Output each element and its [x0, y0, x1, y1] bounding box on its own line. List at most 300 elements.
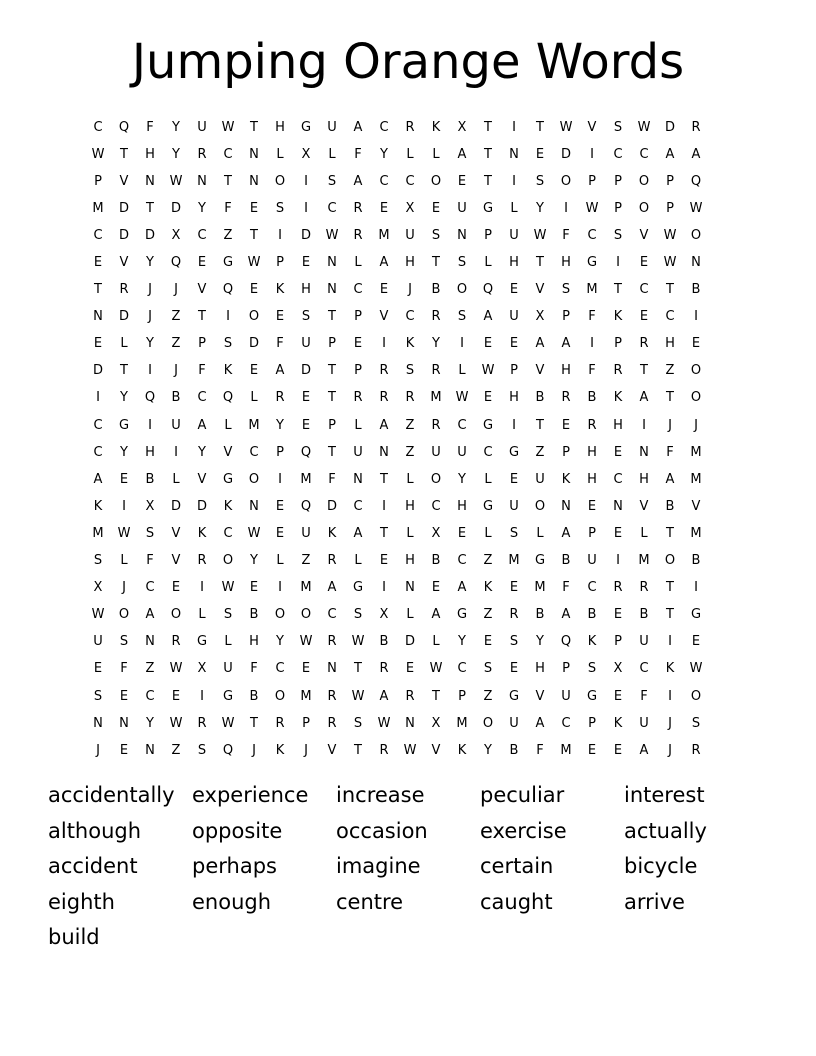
grid-letter: V — [171, 553, 181, 569]
grid-letter: E — [691, 336, 701, 352]
grid-letter: W — [299, 634, 313, 650]
grid-letter: T — [666, 607, 674, 623]
grid-letter: V — [119, 255, 129, 271]
grid-letter: O — [430, 471, 442, 487]
grid-letter: L — [354, 553, 362, 569]
grid-letter: I — [278, 580, 282, 596]
grid-letter: W — [247, 525, 261, 541]
grid-letter: L — [406, 525, 414, 541]
grid-letter: W — [403, 742, 417, 758]
grid-letter: L — [536, 525, 544, 541]
grid-letter: B — [639, 607, 649, 623]
grid-letter: S — [119, 634, 129, 650]
word-list-item: accidentally — [48, 783, 175, 807]
grid-letter: P — [276, 444, 284, 460]
grid-row — [85, 683, 735, 710]
grid-letter: E — [535, 146, 545, 162]
grid-letter: Y — [172, 119, 180, 135]
grid-letter: P — [354, 363, 362, 379]
grid-letter: H — [561, 255, 571, 271]
grid-letter: T — [484, 173, 492, 189]
grid-letter: F — [120, 661, 128, 677]
grid-letter: S — [613, 119, 623, 135]
grid-letter: T — [354, 661, 362, 677]
grid-letter: I — [226, 309, 230, 325]
grid-letter: B — [535, 390, 545, 406]
grid-letter: T — [94, 282, 102, 298]
grid-letter: U — [327, 119, 337, 135]
grid-letter: L — [120, 336, 128, 352]
grid-letter: Z — [223, 227, 233, 243]
grid-letter: I — [590, 146, 594, 162]
grid-letter: H — [509, 390, 519, 406]
grid-letter: Q — [560, 634, 572, 650]
grid-letter: O — [690, 390, 702, 406]
grid-letter: R — [353, 227, 363, 243]
grid-letter: E — [301, 417, 311, 433]
grid-letter: M — [586, 282, 598, 298]
grid-letter: Y — [120, 444, 128, 460]
grid-letter: Z — [535, 444, 545, 460]
grid-letter: U — [639, 715, 649, 731]
grid-letter: R — [327, 688, 337, 704]
grid-letter: T — [146, 200, 154, 216]
grid-letter: P — [614, 634, 622, 650]
grid-letter: W — [221, 119, 235, 135]
grid-letter: M — [300, 471, 312, 487]
grid-letter: Y — [276, 417, 284, 433]
grid-row — [85, 656, 735, 683]
grid-row — [85, 385, 735, 412]
grid-letter: I — [174, 444, 178, 460]
grid-letter: T — [224, 173, 232, 189]
grid-letter: T — [536, 119, 544, 135]
grid-letter: E — [613, 742, 623, 758]
grid-letter: R — [119, 282, 129, 298]
grid-letter: H — [509, 255, 519, 271]
grid-letter: N — [509, 146, 519, 162]
grid-letter: B — [431, 282, 441, 298]
grid-letter: F — [562, 227, 570, 243]
grid-letter: G — [300, 119, 312, 135]
grid-letter: G — [456, 607, 468, 623]
grid-letter: O — [118, 607, 130, 623]
grid-letter: U — [509, 227, 519, 243]
grid-letter: E — [301, 255, 311, 271]
grid-letter: B — [561, 553, 571, 569]
grid-letter: A — [145, 607, 155, 623]
grid-letter: M — [300, 580, 312, 596]
grid-letter: A — [639, 742, 649, 758]
grid-letter: R — [691, 119, 701, 135]
grid-letter: L — [432, 146, 440, 162]
grid-letter: W — [663, 255, 677, 271]
grid-letter: S — [587, 661, 597, 677]
grid-letter: X — [145, 498, 155, 514]
grid-letter: P — [666, 173, 674, 189]
grid-letter: A — [379, 688, 389, 704]
grid-letter: I — [512, 417, 516, 433]
grid-letter: E — [379, 553, 389, 569]
grid-letter: E — [119, 471, 129, 487]
grid-letter: C — [613, 146, 623, 162]
grid-letter: N — [249, 498, 259, 514]
grid-letter: E — [613, 607, 623, 623]
grid-letter: L — [250, 390, 258, 406]
grid-letter: Q — [170, 255, 182, 271]
grid-letter: M — [508, 553, 520, 569]
grid-letter: H — [249, 634, 259, 650]
grid-row — [85, 737, 735, 764]
grid-letter: G — [118, 417, 130, 433]
grid-letter: H — [587, 444, 597, 460]
grid-letter: G — [690, 607, 702, 623]
grid-letter: I — [564, 200, 568, 216]
grid-letter: L — [224, 417, 232, 433]
grid-letter: I — [278, 227, 282, 243]
grid-letter: C — [275, 661, 285, 677]
grid-letter: A — [197, 417, 207, 433]
grid-letter: A — [561, 607, 571, 623]
grid-letter: F — [146, 553, 154, 569]
grid-letter: L — [406, 146, 414, 162]
grid-letter: R — [275, 715, 285, 731]
grid-letter: K — [275, 282, 285, 298]
grid-letter: I — [642, 417, 646, 433]
page-title: Jumping Orange Words — [131, 34, 685, 90]
grid-letter: N — [327, 661, 337, 677]
grid-letter: E — [457, 173, 467, 189]
grid-letter: F — [588, 309, 596, 325]
grid-letter: Q — [482, 282, 494, 298]
grid-letter: W — [663, 227, 677, 243]
grid-letter: L — [354, 417, 362, 433]
grid-letter: P — [562, 661, 570, 677]
grid-letter: K — [613, 390, 623, 406]
grid-letter: N — [145, 173, 155, 189]
grid-letter: I — [616, 255, 620, 271]
grid-letter: R — [171, 634, 181, 650]
grid-letter: W — [637, 119, 651, 135]
grid-letter: U — [223, 661, 233, 677]
grid-letter: N — [327, 255, 337, 271]
grid-letter: X — [457, 119, 467, 135]
word-list-item: occasion — [336, 818, 428, 843]
grid-letter: B — [587, 607, 597, 623]
grid-letter: R — [561, 390, 571, 406]
grid-row — [85, 331, 735, 358]
grid-letter: W — [221, 715, 235, 731]
grid-letter: I — [616, 553, 620, 569]
grid-letter: C — [145, 580, 155, 596]
grid-letter: U — [535, 471, 545, 487]
grid-letter: R — [379, 661, 389, 677]
grid-row — [85, 114, 735, 141]
grid-letter: V — [223, 444, 233, 460]
grid-row — [85, 277, 735, 304]
grid-letter: Y — [198, 200, 206, 216]
grid-letter: Q — [118, 119, 130, 135]
grid-letter: J — [668, 417, 672, 433]
grid-letter: A — [275, 363, 285, 379]
grid-letter: E — [301, 661, 311, 677]
grid-letter: R — [639, 336, 649, 352]
grid-letter: Z — [145, 661, 155, 677]
grid-letter: V — [535, 688, 545, 704]
grid-letter: E — [483, 336, 493, 352]
grid-row — [85, 602, 735, 629]
grid-letter: V — [587, 119, 597, 135]
grid-letter: O — [456, 282, 468, 298]
grid-letter: A — [379, 255, 389, 271]
grid-letter: B — [509, 742, 519, 758]
grid-letter: K — [197, 525, 207, 541]
grid-letter: S — [509, 634, 519, 650]
grid-letter: L — [458, 363, 466, 379]
grid-letter: C — [665, 309, 675, 325]
grid-letter: V — [639, 227, 649, 243]
grid-letter: O — [248, 309, 260, 325]
grid-letter: A — [535, 336, 545, 352]
grid-letter: K — [327, 525, 337, 541]
grid-letter: M — [430, 390, 442, 406]
grid-letter: A — [457, 146, 467, 162]
grid-row — [85, 195, 735, 222]
grid-letter: B — [171, 390, 181, 406]
grid-letter: G — [534, 553, 546, 569]
grid-letter: R — [405, 688, 415, 704]
grid-letter: W — [689, 661, 703, 677]
grid-letter: U — [301, 336, 311, 352]
grid-letter: C — [223, 146, 233, 162]
grid-letter: J — [252, 742, 256, 758]
grid-letter: Y — [536, 634, 544, 650]
grid-letter: E — [639, 255, 649, 271]
word-list-item: bicycle — [624, 854, 698, 879]
grid-letter: F — [328, 471, 336, 487]
grid-letter: R — [587, 417, 597, 433]
grid-letter: H — [301, 282, 311, 298]
grid-letter: Y — [146, 715, 154, 731]
grid-letter: Q — [222, 390, 234, 406]
grid-letter: Y — [198, 444, 206, 460]
grid-letter: Z — [171, 336, 181, 352]
grid-letter: H — [145, 146, 155, 162]
grid-letter: D — [248, 336, 259, 352]
grid-letter: Z — [301, 553, 311, 569]
grid-letter: D — [300, 227, 311, 243]
grid-letter: M — [300, 688, 312, 704]
grid-letter: E — [457, 525, 467, 541]
grid-letter: A — [353, 525, 363, 541]
grid-letter: E — [483, 634, 493, 650]
grid-letter: G — [222, 471, 234, 487]
grid-letter: E — [275, 309, 285, 325]
grid-letter: W — [169, 715, 183, 731]
grid-letter: R — [405, 390, 415, 406]
grid-letter: J — [174, 363, 178, 379]
grid-letter: B — [379, 634, 389, 650]
grid-letter: N — [327, 282, 337, 298]
word-list-item: opposite — [192, 818, 283, 843]
grid-letter: E — [275, 498, 285, 514]
grid-letter: Z — [171, 309, 181, 325]
grid-letter: I — [382, 580, 386, 596]
grid-letter: E — [431, 200, 441, 216]
grid-letter: I — [382, 498, 386, 514]
grid-letter: L — [484, 255, 492, 271]
grid-letter: G — [352, 580, 364, 596]
grid-letter: Y — [458, 471, 466, 487]
grid-letter: O — [560, 173, 572, 189]
grid-letter: E — [613, 444, 623, 460]
grid-letter: H — [457, 498, 467, 514]
grid-letter: V — [639, 498, 649, 514]
grid-letter: S — [457, 309, 467, 325]
grid-letter: C — [327, 200, 337, 216]
word-list-item: centre — [336, 889, 404, 914]
grid-letter: T — [380, 471, 388, 487]
grid-letter: A — [379, 417, 389, 433]
grid-letter: W — [481, 363, 495, 379]
word-list-item: peculiar — [480, 783, 565, 807]
grid-letter: F — [354, 146, 362, 162]
grid-letter: R — [379, 390, 389, 406]
grid-letter: M — [92, 525, 104, 541]
grid-letter: C — [431, 498, 441, 514]
grid-letter: E — [509, 282, 519, 298]
grid-letter: X — [379, 607, 389, 623]
grid-letter: R — [353, 390, 363, 406]
grid-letter: K — [223, 498, 233, 514]
grid-letter: S — [223, 607, 233, 623]
grid-letter: C — [379, 119, 389, 135]
grid-letter: A — [483, 309, 493, 325]
grid-letter: H — [587, 471, 597, 487]
grid-letter: R — [431, 309, 441, 325]
grid-letter: P — [588, 715, 596, 731]
grid-letter: H — [405, 498, 415, 514]
grid-letter: D — [404, 634, 415, 650]
word-list-item: interest — [624, 783, 705, 807]
grid-letter: H — [561, 363, 571, 379]
grid-letter: K — [223, 363, 233, 379]
grid-letter: C — [353, 498, 363, 514]
grid-letter: P — [94, 173, 102, 189]
grid-letter: X — [301, 146, 311, 162]
grid-letter: P — [614, 173, 622, 189]
grid-letter: R — [197, 715, 207, 731]
grid-letter: J — [122, 580, 126, 596]
grid-letter: K — [457, 742, 467, 758]
grid-letter: I — [460, 336, 464, 352]
grid-letter: B — [249, 607, 259, 623]
grid-letter: B — [535, 607, 545, 623]
grid-letter: T — [250, 119, 258, 135]
grid-letter: F — [588, 363, 596, 379]
grid-letter: I — [590, 336, 594, 352]
grid-letter: Q — [222, 742, 234, 758]
grid-letter: V — [119, 173, 129, 189]
grid-letter: X — [197, 661, 207, 677]
grid-letter: C — [223, 525, 233, 541]
grid-letter: G — [586, 255, 598, 271]
grid-letter: E — [691, 634, 701, 650]
grid-letter: G — [222, 688, 234, 704]
grid-letter: T — [432, 255, 440, 271]
grid-letter: T — [250, 715, 258, 731]
grid-letter: I — [668, 688, 672, 704]
grid-row — [85, 439, 735, 466]
grid-letter: T — [328, 444, 336, 460]
grid-letter: A — [353, 173, 363, 189]
grid-letter: N — [93, 309, 103, 325]
grid-letter: O — [170, 607, 182, 623]
grid-letter: B — [587, 390, 597, 406]
grid-letter: O — [690, 688, 702, 704]
grid-letter: O — [690, 363, 702, 379]
grid-letter: W — [247, 255, 261, 271]
grid-letter: T — [432, 688, 440, 704]
grid-letter: W — [221, 580, 235, 596]
word-list — [48, 778, 768, 956]
grid-letter: T — [666, 282, 674, 298]
grid-letter: A — [431, 607, 441, 623]
grid-letter: Y — [276, 634, 284, 650]
grid-letter: S — [457, 255, 467, 271]
word-list-item: exercise — [480, 818, 567, 843]
grid-letter: P — [198, 336, 206, 352]
grid-letter: O — [430, 173, 442, 189]
grid-letter: E — [613, 688, 623, 704]
grid-letter: G — [222, 255, 234, 271]
grid-letter: C — [93, 227, 103, 243]
grid-letter: L — [224, 634, 232, 650]
grid-letter: E — [431, 580, 441, 596]
grid-letter: E — [639, 309, 649, 325]
grid-letter: D — [144, 227, 155, 243]
grid-letter: X — [171, 227, 181, 243]
grid-letter: R — [431, 363, 441, 379]
word-list-item: experience — [192, 783, 309, 807]
grid-letter: I — [200, 580, 204, 596]
grid-letter: V — [535, 363, 545, 379]
grid-letter: B — [691, 282, 701, 298]
grid-letter: E — [301, 390, 311, 406]
grid-letter: E — [249, 282, 259, 298]
grid-letter: E — [275, 525, 285, 541]
grid-letter: Y — [146, 336, 154, 352]
word-list-item: increase — [336, 783, 425, 807]
grid-letter: V — [379, 309, 389, 325]
grid-letter: N — [457, 227, 467, 243]
grid-letter: R — [613, 580, 623, 596]
grid-letter: Q — [690, 173, 702, 189]
grid-letter: P — [588, 525, 596, 541]
grid-letter: E — [509, 336, 519, 352]
grid-letter: Y — [432, 336, 440, 352]
grid-letter: P — [562, 309, 570, 325]
grid-letter: I — [694, 580, 698, 596]
grid-letter: C — [457, 553, 467, 569]
grid-letter: M — [92, 200, 104, 216]
grid-letter: E — [379, 282, 389, 298]
grid-letter: S — [509, 525, 519, 541]
grid-letter: S — [93, 553, 103, 569]
grid-letter: C — [405, 309, 415, 325]
grid-letter: C — [93, 119, 103, 135]
grid-letter: R — [691, 742, 701, 758]
